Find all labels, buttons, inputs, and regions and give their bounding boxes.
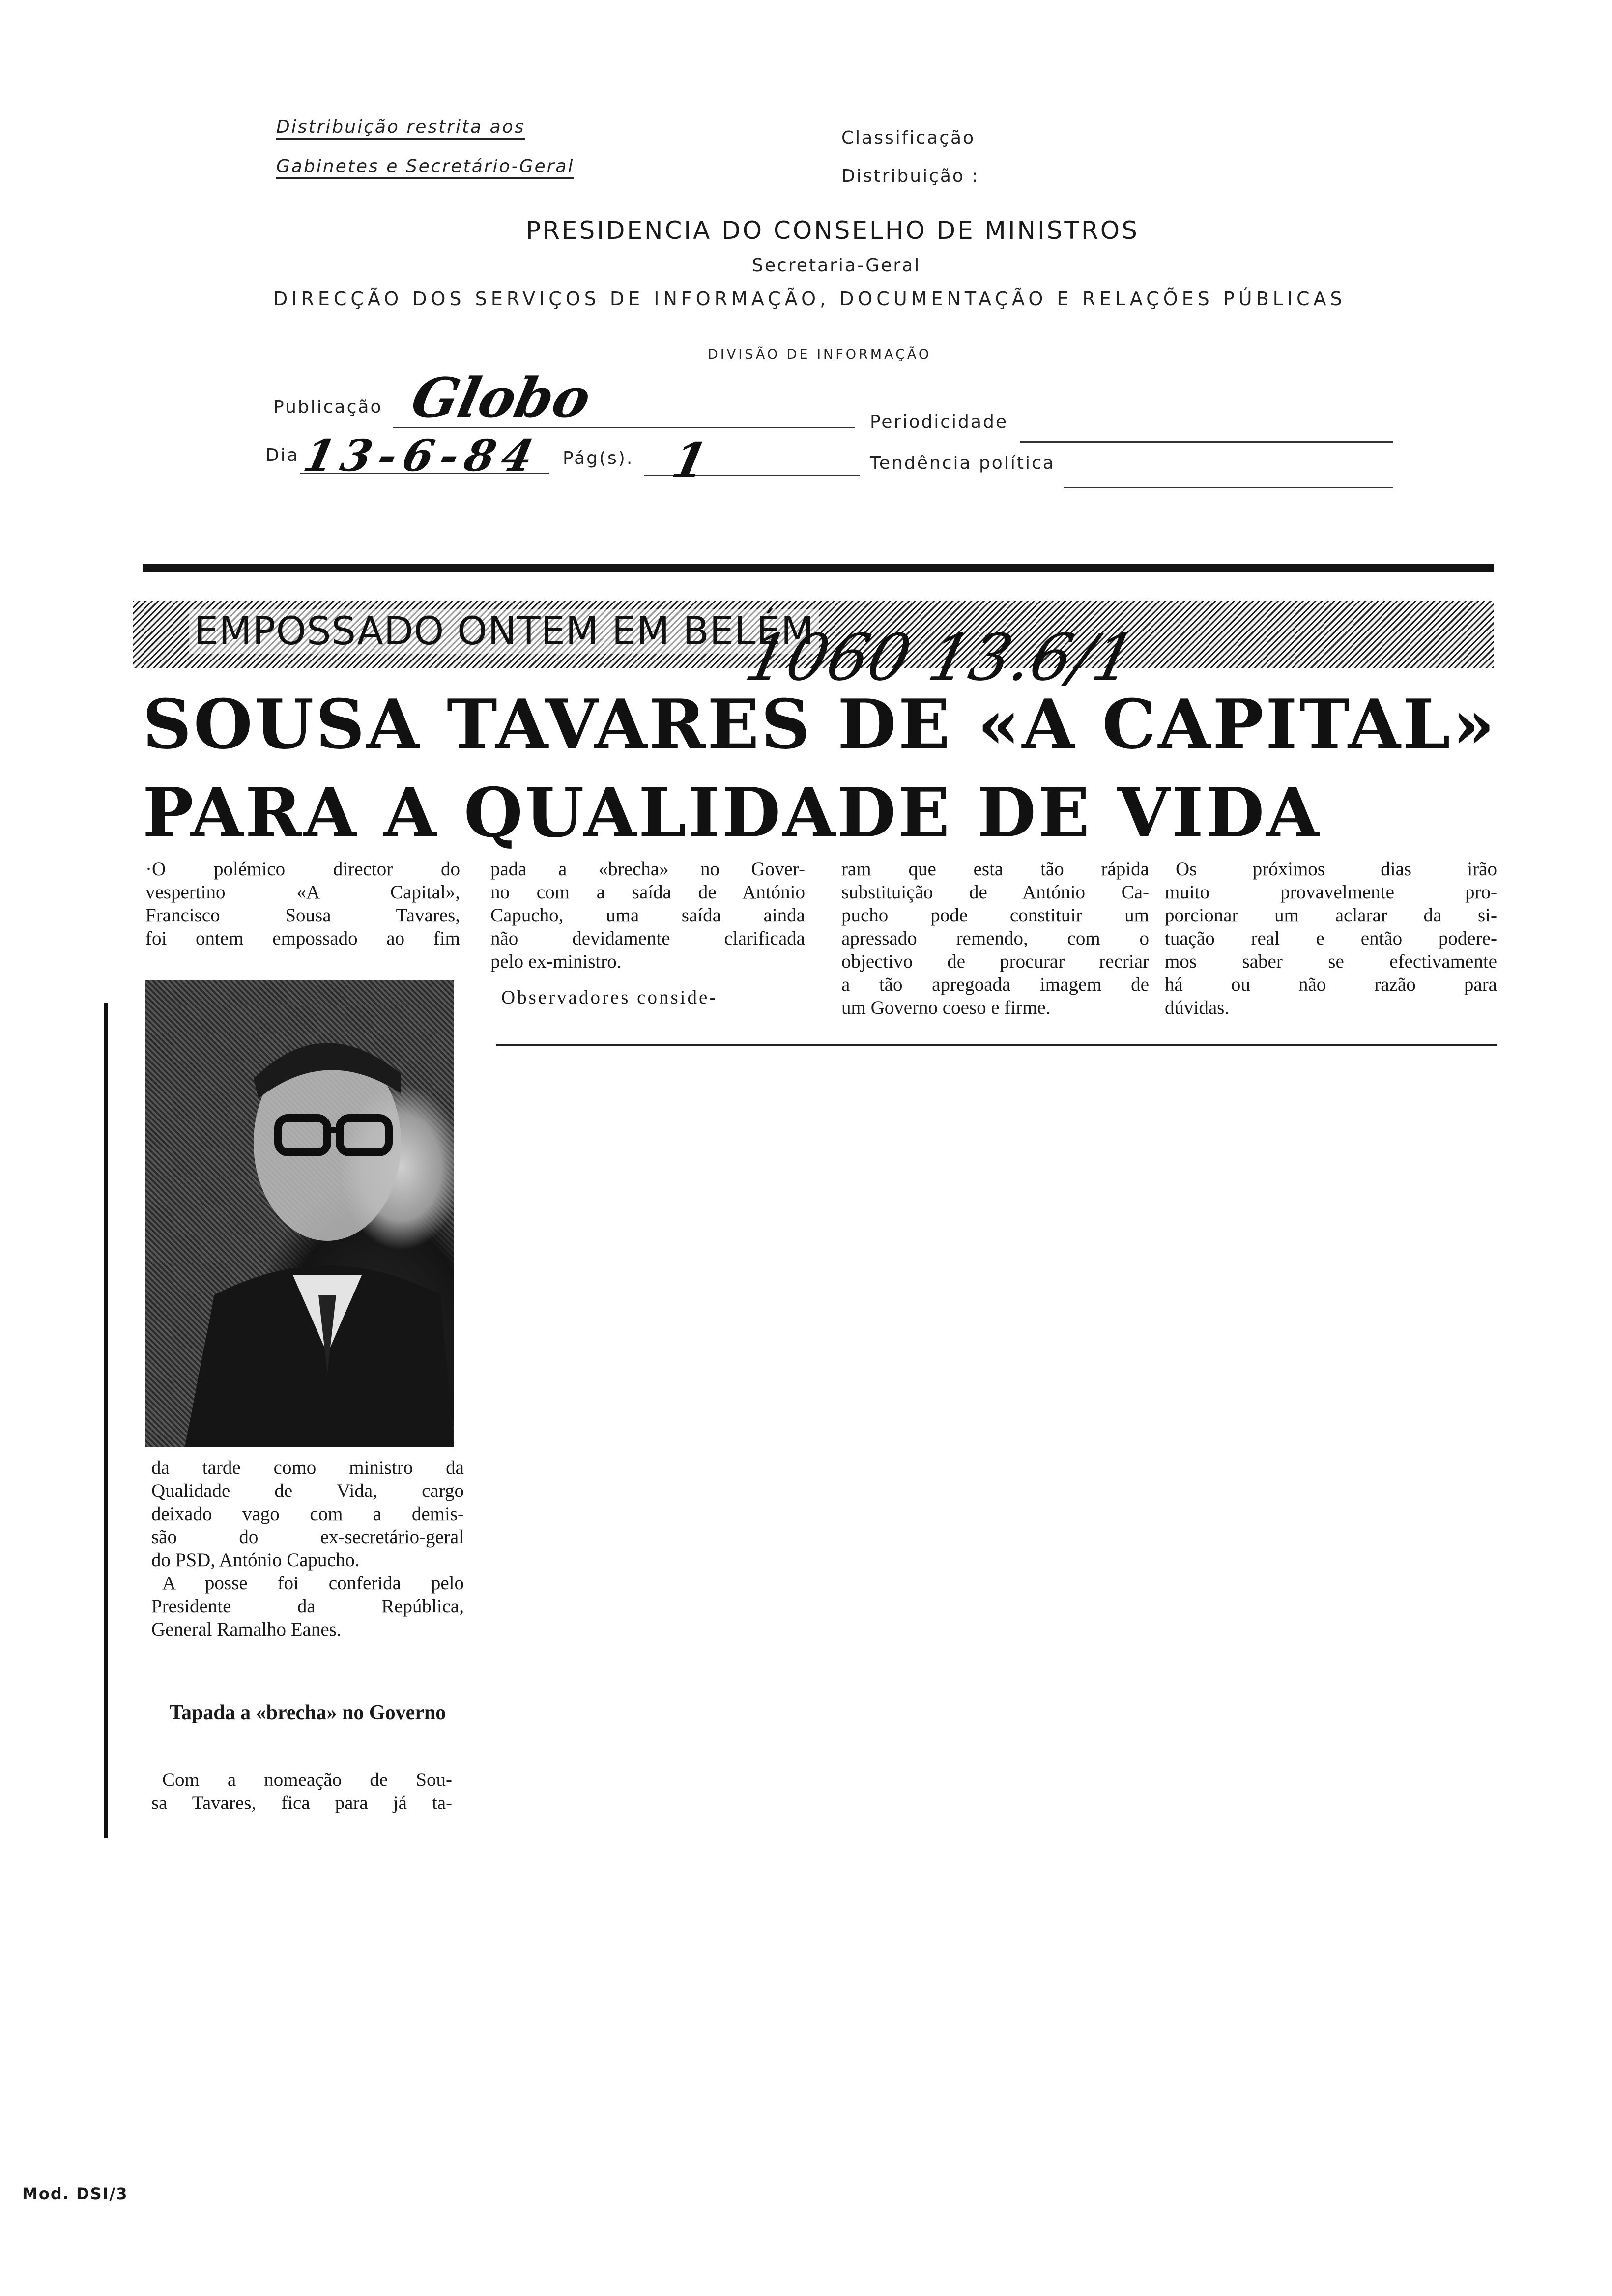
distribution-restriction-line1: Distribuição restrita aos (276, 117, 525, 137)
classificacao-label: Classificação (841, 128, 976, 148)
portrait-figure (145, 980, 454, 1447)
distribution-restriction-line2: Gabinetes e Secretário-Geral (276, 156, 574, 176)
dia-handwritten-value: 13-6-84 (299, 430, 545, 481)
distribuicao-label: Distribuição : (841, 166, 979, 186)
form-code: Mod. DSI/3 (22, 2184, 128, 2203)
periodicidade-field-line (1020, 441, 1393, 443)
clipping-top-rule (143, 564, 1494, 572)
portrait-photo (145, 980, 454, 1447)
column-3: ram que esta tão rápida substituição de António Ca- pucho pode constituir um apressado remendo, com o objectivo de procurar recriar a tão apregoada imagem de um Governo coeso e firme. (841, 859, 1149, 1018)
tendencia-field-line (1064, 487, 1393, 488)
pags-handwritten-value: 1 (667, 432, 712, 488)
publicacao-label: Publicação (273, 397, 383, 417)
column-1-top: ·O polémico director do vespertino «A Capital», Francisco Sousa Tavares, foi ontem empossado ao fim (145, 859, 460, 949)
direccao-servicos: DIRECÇÃO DOS SERVIÇOS DE INFORMAÇÃO, DOCUMENTAÇÃO E RELAÇÕES PÚBLICAS (273, 288, 1346, 310)
headline-line2: PARA A QUALIDADE DE VIDA (143, 773, 1321, 853)
handwritten-reference: 1060 13.6/1 (739, 620, 1143, 695)
pags-label: Pág(s). (563, 448, 634, 468)
column-1-continued: Com a nomeação de Sou- sa Tavares, fica para já ta- (151, 1769, 452, 1813)
publicacao-handwritten-value: Globo (406, 366, 597, 430)
columns-bottom-rule (496, 1044, 1497, 1046)
headline-line1: SOUSA TAVARES DE «A CAPITAL» (143, 684, 1497, 764)
dia-label: Dia (265, 445, 299, 465)
column-1-bottom: da tarde como ministro da Qualidade de Vida, cargo deixado vago com a demis- são do ex-secretário-geral do PSD, António Capucho. A posse foi conferida pelo Presidente da República, General Ramalho Eanes. (151, 1457, 464, 1640)
secretaria-geral: Secretaria-Geral (752, 256, 921, 276)
subheading: Tapada a «brecha» no Governo (169, 1701, 446, 1724)
divisao-informacao: DIVISÃO DE INFORMAÇÃO (708, 347, 932, 362)
kicker: EMPOSSADO ONTEM EM BELÉM (189, 609, 819, 654)
periodicidade-label: Periodicidade (870, 412, 1008, 432)
column-4: Os próximos dias irão muito provavelmente pro- porcionar um aclarar da si- tuação real e então podere- mos saber se efectivamente há ou não razão para dúvidas. (1165, 859, 1497, 1018)
left-margin-rule (104, 1003, 108, 1838)
tendencia-label: Tendência política (870, 453, 1055, 473)
column-2: pada a «brecha» no Gover- no com a saída de António Capucho, uma saída ainda não devidamente clarificada pelo ex-ministro. Observadores conside- (490, 859, 805, 1008)
organization-title: PRESIDENCIA DO CONSELHO DE MINISTROS (526, 216, 1139, 245)
